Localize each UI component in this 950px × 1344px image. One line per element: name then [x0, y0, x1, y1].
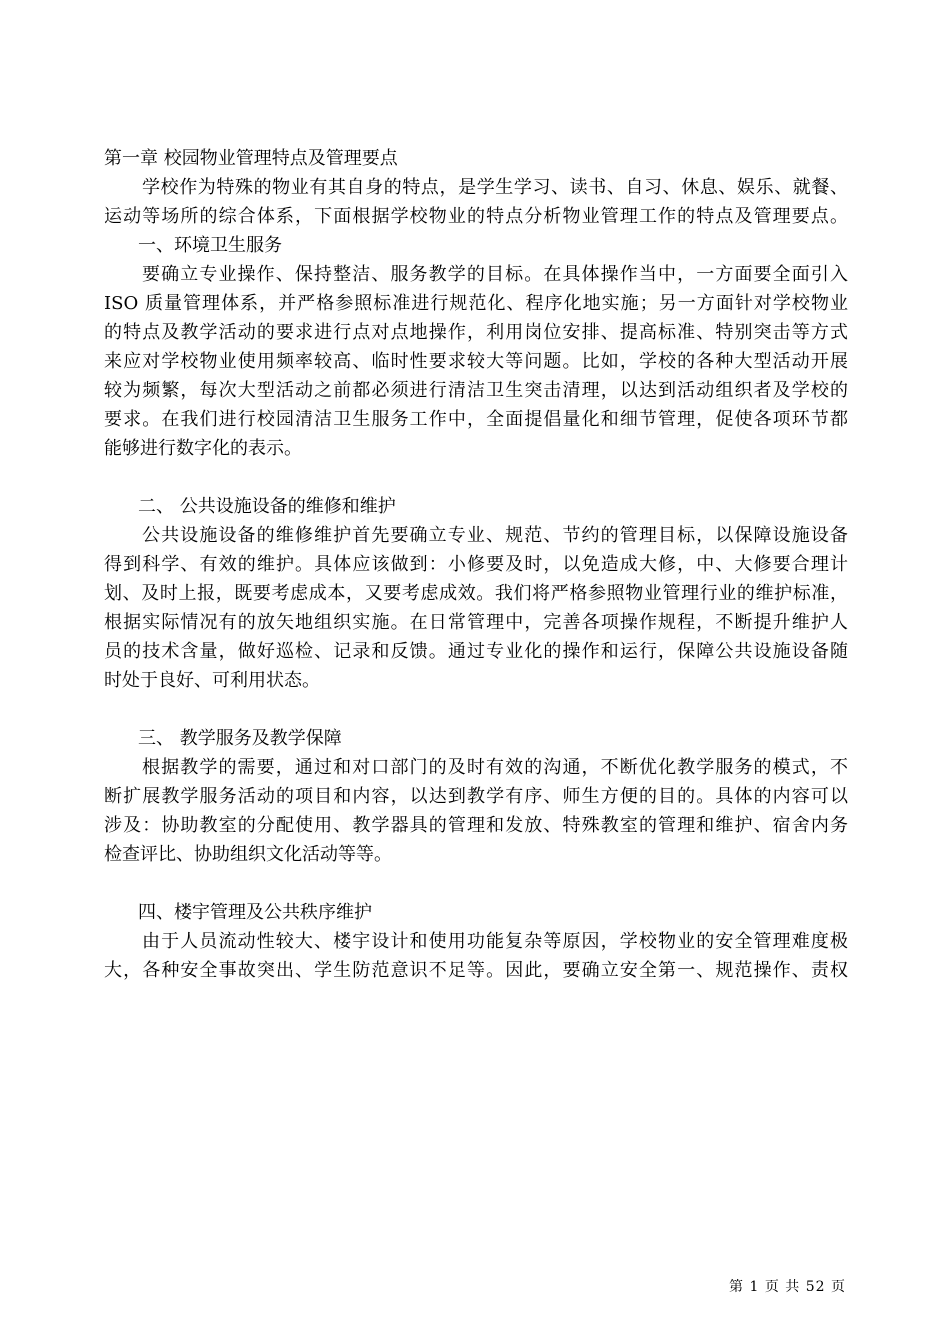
- page-content: [104, 144, 848, 985]
- paragraph-line: 涉及：协助教室的分配使用、教学器具的管理和发放、特殊教室的管理和维护、宿舍内务: [104, 815, 848, 836]
- paragraph-line: 大，各种安全事故突出、学生防范意识不足等。因此，要确立安全第一、规范操作、责权: [104, 960, 848, 981]
- paragraph-line: 时处于良好、可利用状态。: [104, 670, 320, 691]
- paragraph-line: 要求。在我们进行校园清洁卫生服务工作中，全面提倡量化和细节管理，促使各项环节都: [104, 409, 848, 430]
- intro-line: 学校作为特殊的物业有其自身的特点，是学生学习、读书、自习、休息、娱乐、就餐、: [142, 177, 848, 198]
- paragraph-line: 得到科学、有效的维护。具体应该做到：小修要及时，以免造成大修，中、大修要合理计: [104, 554, 848, 575]
- chapter-title: 第一章 校园物业管理特点及管理要点: [104, 148, 398, 169]
- paragraph-line: 要确立专业操作、保持整洁、服务教学的目标。在具体操作当中，一方面要全面引入: [142, 264, 848, 285]
- paragraph-line: 较为频繁，每次大型活动之前都必须进行清洁卫生突击清理，以达到活动组织者及学校的: [104, 380, 848, 401]
- spacer: [104, 463, 848, 492]
- spacer: [104, 695, 848, 724]
- paragraph-line: 能够进行数字化的表示。: [104, 438, 302, 459]
- paragraph-line: 来应对学校物业使用频率较高、临时性要求较大等问题。比如，学校的各种大型活动开展: [104, 351, 848, 372]
- section-heading: 二、 公共设施设备的维修和维护: [138, 496, 396, 517]
- paragraph-line: 断扩展教学服务活动的项目和内容，以达到教学有序、师生方便的目的。具体的内容可以: [104, 786, 848, 807]
- paragraph-line: 根据教学的需要，通过和对口部门的及时有效的沟通，不断优化教学服务的模式，不: [142, 757, 848, 778]
- paragraph-line: 的特点及教学活动的要求进行点对点地操作，利用岗位安排、提高标准、特别突击等方式: [104, 322, 848, 343]
- paragraph-line: ISO 质量管理体系，并严格参照标准进行规范化、程序化地实施；另一方面针对学校物业: [104, 293, 848, 314]
- paragraph-line: 划、及时上报，既要考虑成本，又要考虑成效。我们将严格参照物业管理行业的维护标准，: [104, 583, 848, 604]
- paragraph-line: 员的技术含量，做好巡检、记录和反馈。通过专业化的操作和运行，保障公共设施设备随: [104, 641, 848, 662]
- paragraph-line: 根据实际情况有的放矢地组织实施。在日常管理中，完善各项操作规程，不断提升维护人: [104, 612, 848, 633]
- paragraph-line: 公共设施设备的维修维护首先要确立专业、规范、节约的管理目标，以保障设施设备: [142, 525, 848, 546]
- intro-line: 运动等场所的综合体系，下面根据学校物业的特点分析物业管理工作的特点及管理要点。: [104, 206, 848, 227]
- paragraph-line: 检查评比、协助组织文化活动等等。: [104, 844, 392, 865]
- paragraph-line: 由于人员流动性较大、楼宇设计和使用功能复杂等原因，学校物业的安全管理难度极: [142, 931, 848, 952]
- section-heading: 三、 教学服务及教学保障: [138, 728, 342, 749]
- section-heading: 一、环境卫生服务: [138, 235, 282, 256]
- page-number-footer: 第 1 页 共 52 页: [729, 1279, 846, 1295]
- section-heading: 四、楼宇管理及公共秩序维护: [138, 902, 372, 923]
- spacer: [104, 869, 848, 898]
